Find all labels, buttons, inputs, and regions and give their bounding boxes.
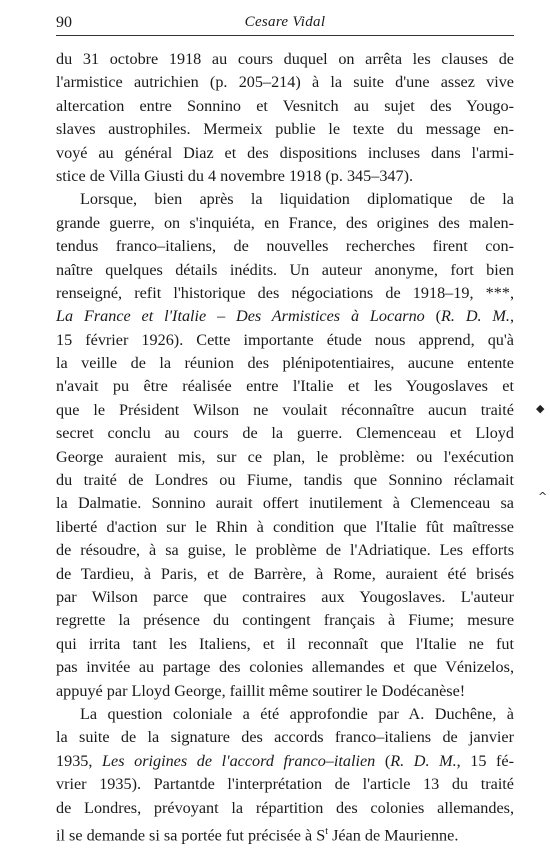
text-line: naître quelques détails inédits. Un auteur anonyme, fort bien: [56, 260, 514, 279]
text-line: appuyé par Lloyd George, faillit même soutirer le Dodécanèse!: [56, 681, 466, 700]
body-text: [56, 48, 514, 843]
text-line: voyé au général Diaz et des dispositions incluses dans l'armi-: [56, 143, 514, 162]
text-line: 15 février 1926). Cette importante étude nous apprend, qu'à: [56, 330, 514, 349]
page-number: 90: [56, 14, 72, 31]
text-line: du 31 octobre 1918 au cours duquel on arrêta les clauses de: [56, 50, 514, 68]
text-line: renseigné, refit l'historique des négociations de 1918–19, ***,: [56, 283, 514, 302]
text-line: La question coloniale a été approfondie par A. Duchêne, à: [80, 704, 514, 723]
text-line: George auraient mis, sur ce plan, le problème: ou l'exécution: [56, 447, 514, 466]
margin-mark-icon: ◆: [536, 402, 545, 415]
text-line: vrier 1935). Partantde l'interprétation de l'article 13 du traité: [56, 775, 514, 794]
text-line: de résoudre, à sa guise, le problème de l'Adriatique. Les efforts: [56, 541, 514, 560]
text-line: du traité de Londres ou Fiume, tandis que Sonnino réclamait: [56, 471, 514, 490]
text-line: stice de Villa Giusti du 4 novembre 1918 (p. 345–347).: [56, 166, 414, 185]
running-head: Cesare Vidal: [244, 14, 326, 30]
text-line: par Wilson parce que contraires aux Yougoslaves. L'auteur: [56, 587, 514, 606]
page-header: [56, 8, 514, 32]
text-line: slaves austrophiles. Mermeix publie le texte du message en-: [56, 120, 514, 139]
text-line: regrette la présence du contingent français à Fiume; mesure: [56, 611, 514, 630]
text-line: La France et l'Italie – Des Armistices à Locarno (R. D. M.,: [56, 307, 514, 326]
text-line: l'armistice autrichien (p. 205–214) à la suite d'une assez vive: [56, 73, 514, 92]
text-line: Lorsque, bien après la liquidation diplomatique de la: [80, 190, 514, 209]
text-line: liberté d'action sur le Rhin à condition que l'Italie fût maîtresse: [56, 517, 514, 536]
text-line: la Dalmatie. Sonnino aurait offert inutilement à Clemenceau sa: [56, 494, 514, 513]
text-line: pas invitée au partage des colonies allemandes et que Vénizelos,: [56, 658, 514, 677]
margin-caret-icon: ^: [538, 490, 548, 503]
text-line: qui irrita tant les Italiens, et il reconnaît que l'Italie ne fut: [56, 634, 514, 653]
text-line: tendus franco–italiens, de nouvelles recherches firent con-: [56, 237, 514, 256]
text-line: grande guerre, on s'inquiéta, en France, des origines des malen-: [56, 213, 514, 232]
text-line: que le Président Wilson ne voulait réconnaître aucun traité: [56, 400, 514, 419]
text-line: il se demande si sa portée fut précisée à $S^t$ Jéan de Maurienne.: [56, 825, 459, 845]
text-line: secret conclu au cours de la guerre. Clemenceau et Lloyd: [56, 424, 514, 443]
text-line: n'avait pu être réalisée entre l'Italie et les Yougoslaves et: [56, 377, 514, 396]
text-line: de Tardieu, à Paris, et de Barrère, à Rome, auraient été brisés: [56, 564, 514, 583]
text-line: la veille de la réunion des plénipotentiaires, aucune entente: [56, 354, 514, 373]
text-line: de Londres, prévoyant la répartition des colonies allemandes,: [56, 798, 514, 817]
header-rule: [56, 35, 514, 36]
text-line: 1935, Les origines de l'accord franco–italien (R. D. M., 15 fé-: [56, 751, 515, 770]
text-line: altercation entre Sonnino et Vesnitch au sujet des Yougo-: [56, 96, 514, 115]
text-line: la suite de la signature des accords franco–italiens de janvier: [56, 728, 514, 747]
